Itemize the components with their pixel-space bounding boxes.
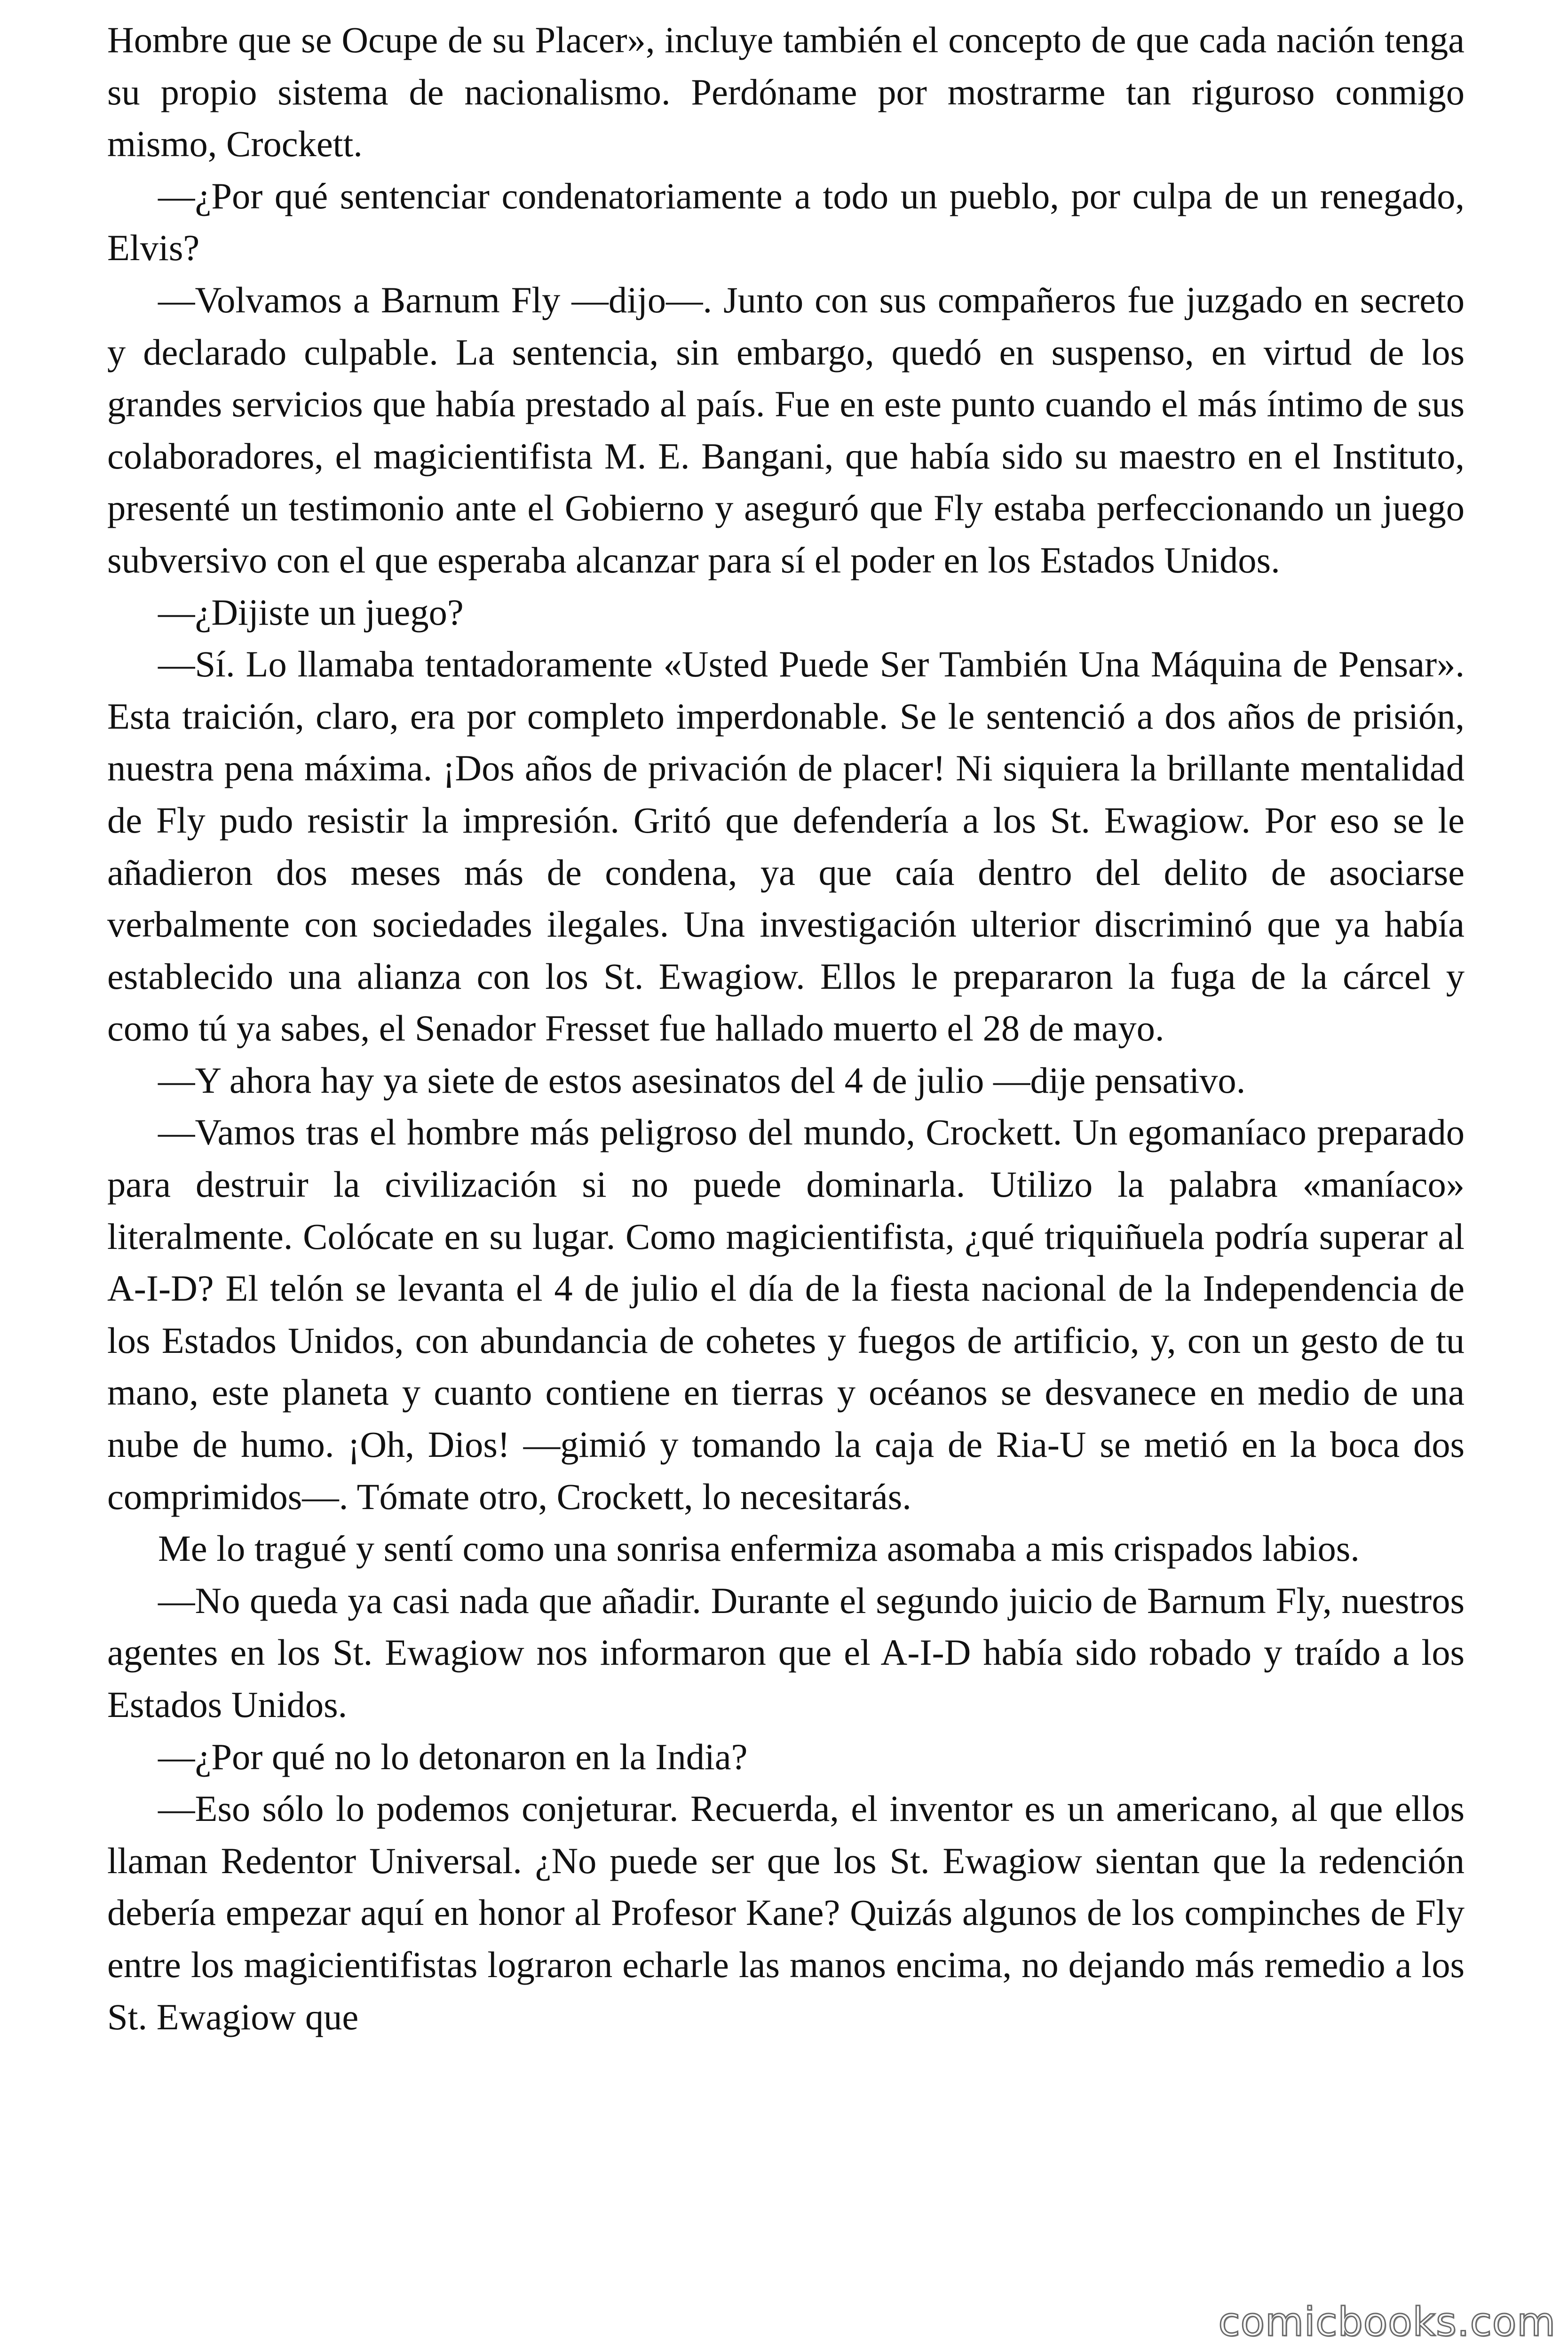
paragraph-6: —Y ahora hay ya siete de estos asesinatos del 4 de julio —dije pensativo.: [158, 1059, 1246, 1101]
paragraph-11: —Eso sólo lo podemos conjeturar. Recuerda, el inventor es un americano, al que ellos llaman Redentor Universal. ¿No puede ser que los St. Ewagiow sientan que la redención debería empezar aquí en honor al Profesor Kane? Quizás algunos de los compinches de Fly entre los magicientifistas lograron echarle las manos encima, no dejando más remedio a los St. Ewagiow que: [107, 1788, 1465, 2037]
paragraph-2: —¿Por qué sentenciar condenatoriamente a todo un pueblo, por culpa de un renegado, Elvis?: [107, 175, 1465, 269]
paragraph-7: —Vamos tras el hombre más peligroso del mundo, Crockett. Un egomaníaco preparado para destruir la civilización si no puede dominarla. Utilizo la palabra «maníaco» literalmente. Colócate en su lugar. Como magicientifista, ¿qué triquiñuela podría superar al A-I-D? El telón se levanta el 4 de julio el día de la fiesta nacional de la Independencia de los Estados Unidos, con abundancia de cohetes y fuegos de artificio, y, con un gesto de tu mano, este planeta y cuanto contiene en tierras y océanos se desvanece en medio de una nube de humo. ¡Oh, Dios! —gimió y tomando la caja de Ria-U se metió en la boca dos comprimidos—. Tómate otro, Crockett, lo necesitarás.: [107, 1112, 1465, 1517]
paragraph-5: —Sí. Lo llamaba tentadoramente «Usted Puede Ser También Una Máquina de Pensar». Esta traición, claro, era por completo imperdonable. Se le sentenció a dos años de prisión, nuestra pena máxima. ¡Dos años de privación de placer! Ni siquiera la brillante mentalidad de Fly pudo resistir la impresión. Gritó que defendería a los St. Ewagiow. Por eso se le añadieron dos meses más de condena, ya que caía dentro del delito de asociarse verbalmente con sociedades ilegales. Una investigación ulterior discriminó que ya había establecido una alianza con los St. Ewagiow. Ellos le prepararon la fuga de la cárcel y como tú ya sabes, el Senador Fresset fue hallado muerto el 28 de mayo.: [107, 644, 1465, 1049]
paragraph-9: —No queda ya casi nada que añadir. Durante el segundo juicio de Barnum Fly, nuestros agentes en los St. Ewagiow nos informaron que el A-I-D había sido robado y traído a los Estados Unidos.: [107, 1580, 1465, 1725]
paragraph-3: —Volvamos a Barnum Fly —dijo—. Junto con sus compañeros fue juzgado en secreto y declarado culpable. La sentencia, sin embargo, quedó en suspenso, en virtud de los grandes servicios que había prestado al país. Fue en este punto cuando el más íntimo de sus colaboradores, el magicientifista M. E. Bangani, que había sido su maestro en el Instituto, presenté un testimonio ante el Gobierno y aseguró que Fly estaba perfeccionando un juego subversivo con el que esperaba alcanzar para sí el poder en los Estados Unidos.: [107, 279, 1465, 580]
paragraph-10: —¿Por qué no lo detonaron en la India?: [158, 1736, 748, 1777]
paragraph-8: Me lo tragué y sentí como una sonrisa enfermiza asomaba a mis crispados labios.: [158, 1528, 1360, 1569]
watermark: comicbooks.com: [1218, 2299, 1556, 2345]
paragraph-4: —¿Dijiste un juego?: [158, 591, 464, 633]
page-body-text: [107, 14, 1465, 2043]
paragraph-1: Hombre que se Ocupe de su Placer», incluye también el concepto de que cada nación tenga su propio sistema de nacionalismo. Perdóname por mostrarme tan riguroso conmigo mismo, Crockett.: [107, 19, 1465, 165]
